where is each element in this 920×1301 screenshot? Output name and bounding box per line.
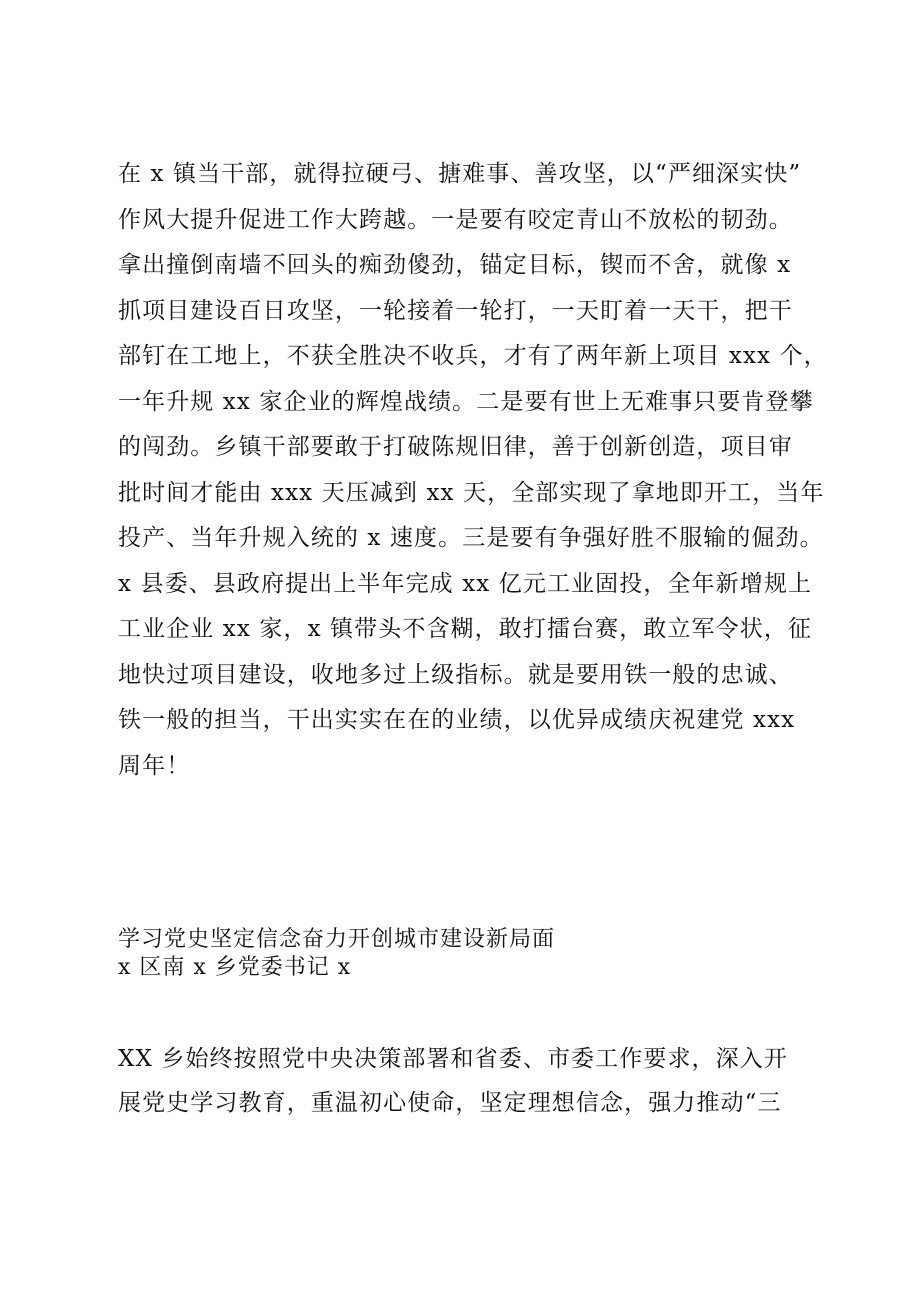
text-line: XX 乡始终按照党中央决策部署和省委、市委工作要求，深入开 — [118, 1046, 788, 1072]
text-line: 作风大提升促进工作大跨越。一是要有咬定青山不放松的韧劲。 — [118, 206, 793, 233]
text-line: 地快过项目建设，收地多过上级指标。就是要用铁一般的忠诚、 — [118, 661, 793, 688]
text-line: 工业企业 xx 家，x 镇带头不含糊，敢打擂台赛，敢立军令状，征 — [118, 616, 813, 642]
section-author: x 区南 x 乡党委书记 x — [118, 955, 352, 980]
text-line: 部钉在工地上，不获全胜决不收兵，才有了两年新上项目 xxx 个， — [118, 343, 828, 369]
section-heading — [118, 926, 838, 982]
text-line: 展党史学习教育，重温初心使命，坚定理想信念，强力推动“三 — [118, 1090, 782, 1116]
text-line: 拿出撞倒南墙不回头的痴劲傻劲，锚定目标，锲而不舍，就像 x — [118, 252, 792, 278]
text-line: 的闯劲。乡镇干部要敢于打破陈规旧律，善于创新创造，项目审 — [118, 434, 793, 460]
text-line: 批时间才能由 xxx 天压减到 xx 天，全部实现了拿地即开工，当年 — [118, 479, 825, 506]
text-line: 周年！ — [118, 752, 191, 779]
body-paragraph-2 — [118, 1037, 838, 1125]
section-title: 学习党史坚定信念奋力开创城市建设新局面 — [118, 927, 556, 952]
text-line: 投产、当年升规入统的 x 速度。三是要有争强好胜不服输的倔劲。 — [118, 525, 824, 551]
text-line: 铁一般的担当，干出实实在在的业绩，以优异成绩庆祝建党 xxx — [118, 707, 796, 733]
text-line: 抓项目建设百日攻坚，一轮接着一轮打，一天盯着一天干，把干 — [118, 297, 793, 324]
text-line: x 县委、县政府提出上半年完成 xx 亿元工业固投，全年新增规上 — [118, 570, 813, 597]
text-line: 一年升规 xx 家企业的辉煌战绩。二是要有世上无难事只要肯登攀 — [118, 388, 814, 415]
body-paragraph-1 — [118, 152, 838, 789]
text-line: 在 x 镇当干部，就得拉硬弓、搪难事、善攻坚，以“严细深实快” — [118, 161, 802, 187]
